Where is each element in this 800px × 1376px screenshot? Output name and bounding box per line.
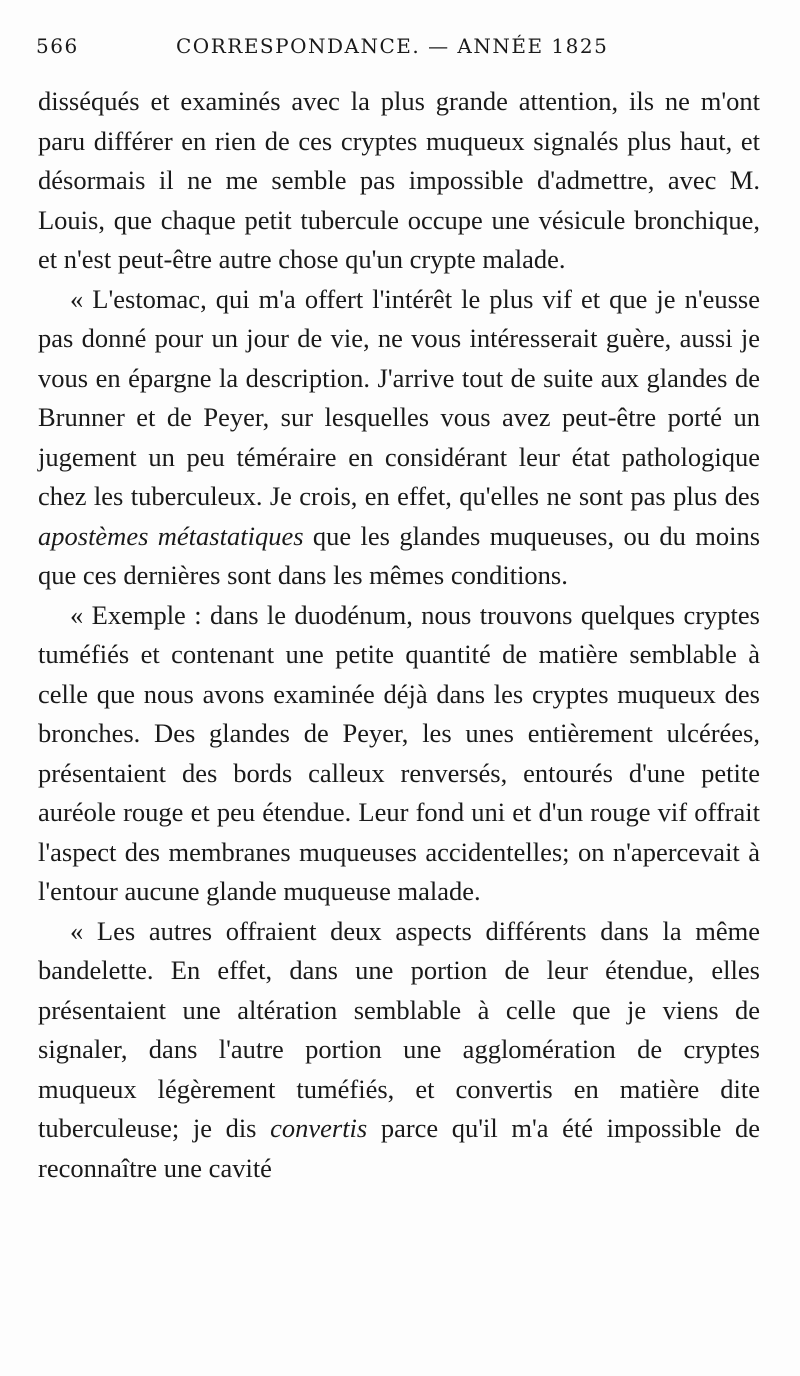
paragraph-4-text: « Les autres offraient deux aspects différents dans la même bandelette. En effet, dans une portion de leur étendue, elles présentaient une altération semblable à celle que je viens de signaler, dans l'autre portion une agglomération de cryptes muqueux légèrement tuméfiés, et convertis en matière dite tuberculeuse; je dis (38, 915, 760, 1143)
paragraph-1-text: disséqués et examinés avec la plus grande attention, ils ne m'ont paru différer en rien de ces cryptes muqueux signalés plus haut, et désormais il ne me semble pas impossible d'admettre, avec M. Louis, que chaque petit tubercule occupe une vésicule bronchique, et n'est peut-être autre chose qu'un crypte malade. (38, 86, 760, 274)
paragraph-3-text: « Exemple : dans le duodénum, nous trouvons quelques cryptes tuméfiés et contenant une petite quantité de matière semblable à celle que nous avons examinée déjà dans les cryptes muqueux des bronches. Des glandes de Peyer, les unes entièrement ulcérées, présentaient des bords calleux renversés, entourés d'une petite auréole rouge et peu étendue. Leur fond uni et d'un rouge vif offrait l'aspect des membranes muqueuses accidentelles; on n'apercevait à l'entour aucune glande muqueuse malade. (38, 599, 760, 906)
paragraph-2 (38, 280, 760, 596)
running-title: CORRESPONDANCE. — ANNÉE 1825 (176, 34, 609, 58)
paragraph-3 (38, 596, 760, 912)
body-text (38, 82, 760, 1188)
paragraph-2-text: « L'estomac, qui m'a offert l'intérêt le plus vif et que je n'eusse pas donné pour un jour de vie, ne vous intéresserait guère, aussi je vous en épargne la description. J'arrive tout de suite aux glandes de Brunner et de Peyer, sur lesquelles vous avez peut-être porté un jugement un peu téméraire en considérant leur état pathologique chez les tuberculeux. Je crois, en effet, qu'elles ne sont pas plus des (38, 283, 760, 511)
paragraph-4-italic: convertis (270, 1113, 368, 1143)
page-number: 566 (36, 34, 79, 58)
paragraph-4-text-after: parce qu'il m'a été impossible de reconnaître une cavité (38, 1113, 761, 1183)
running-head (36, 34, 776, 64)
paragraph-2-italic: apostèmes métastatiques (38, 520, 304, 551)
paragraph-2-text-after: que les glandes muqueuses, ou du moins que ces dernières sont dans les mêmes conditions. (38, 520, 761, 590)
paragraph-4 (38, 912, 760, 1189)
paragraph-1 (38, 82, 760, 280)
